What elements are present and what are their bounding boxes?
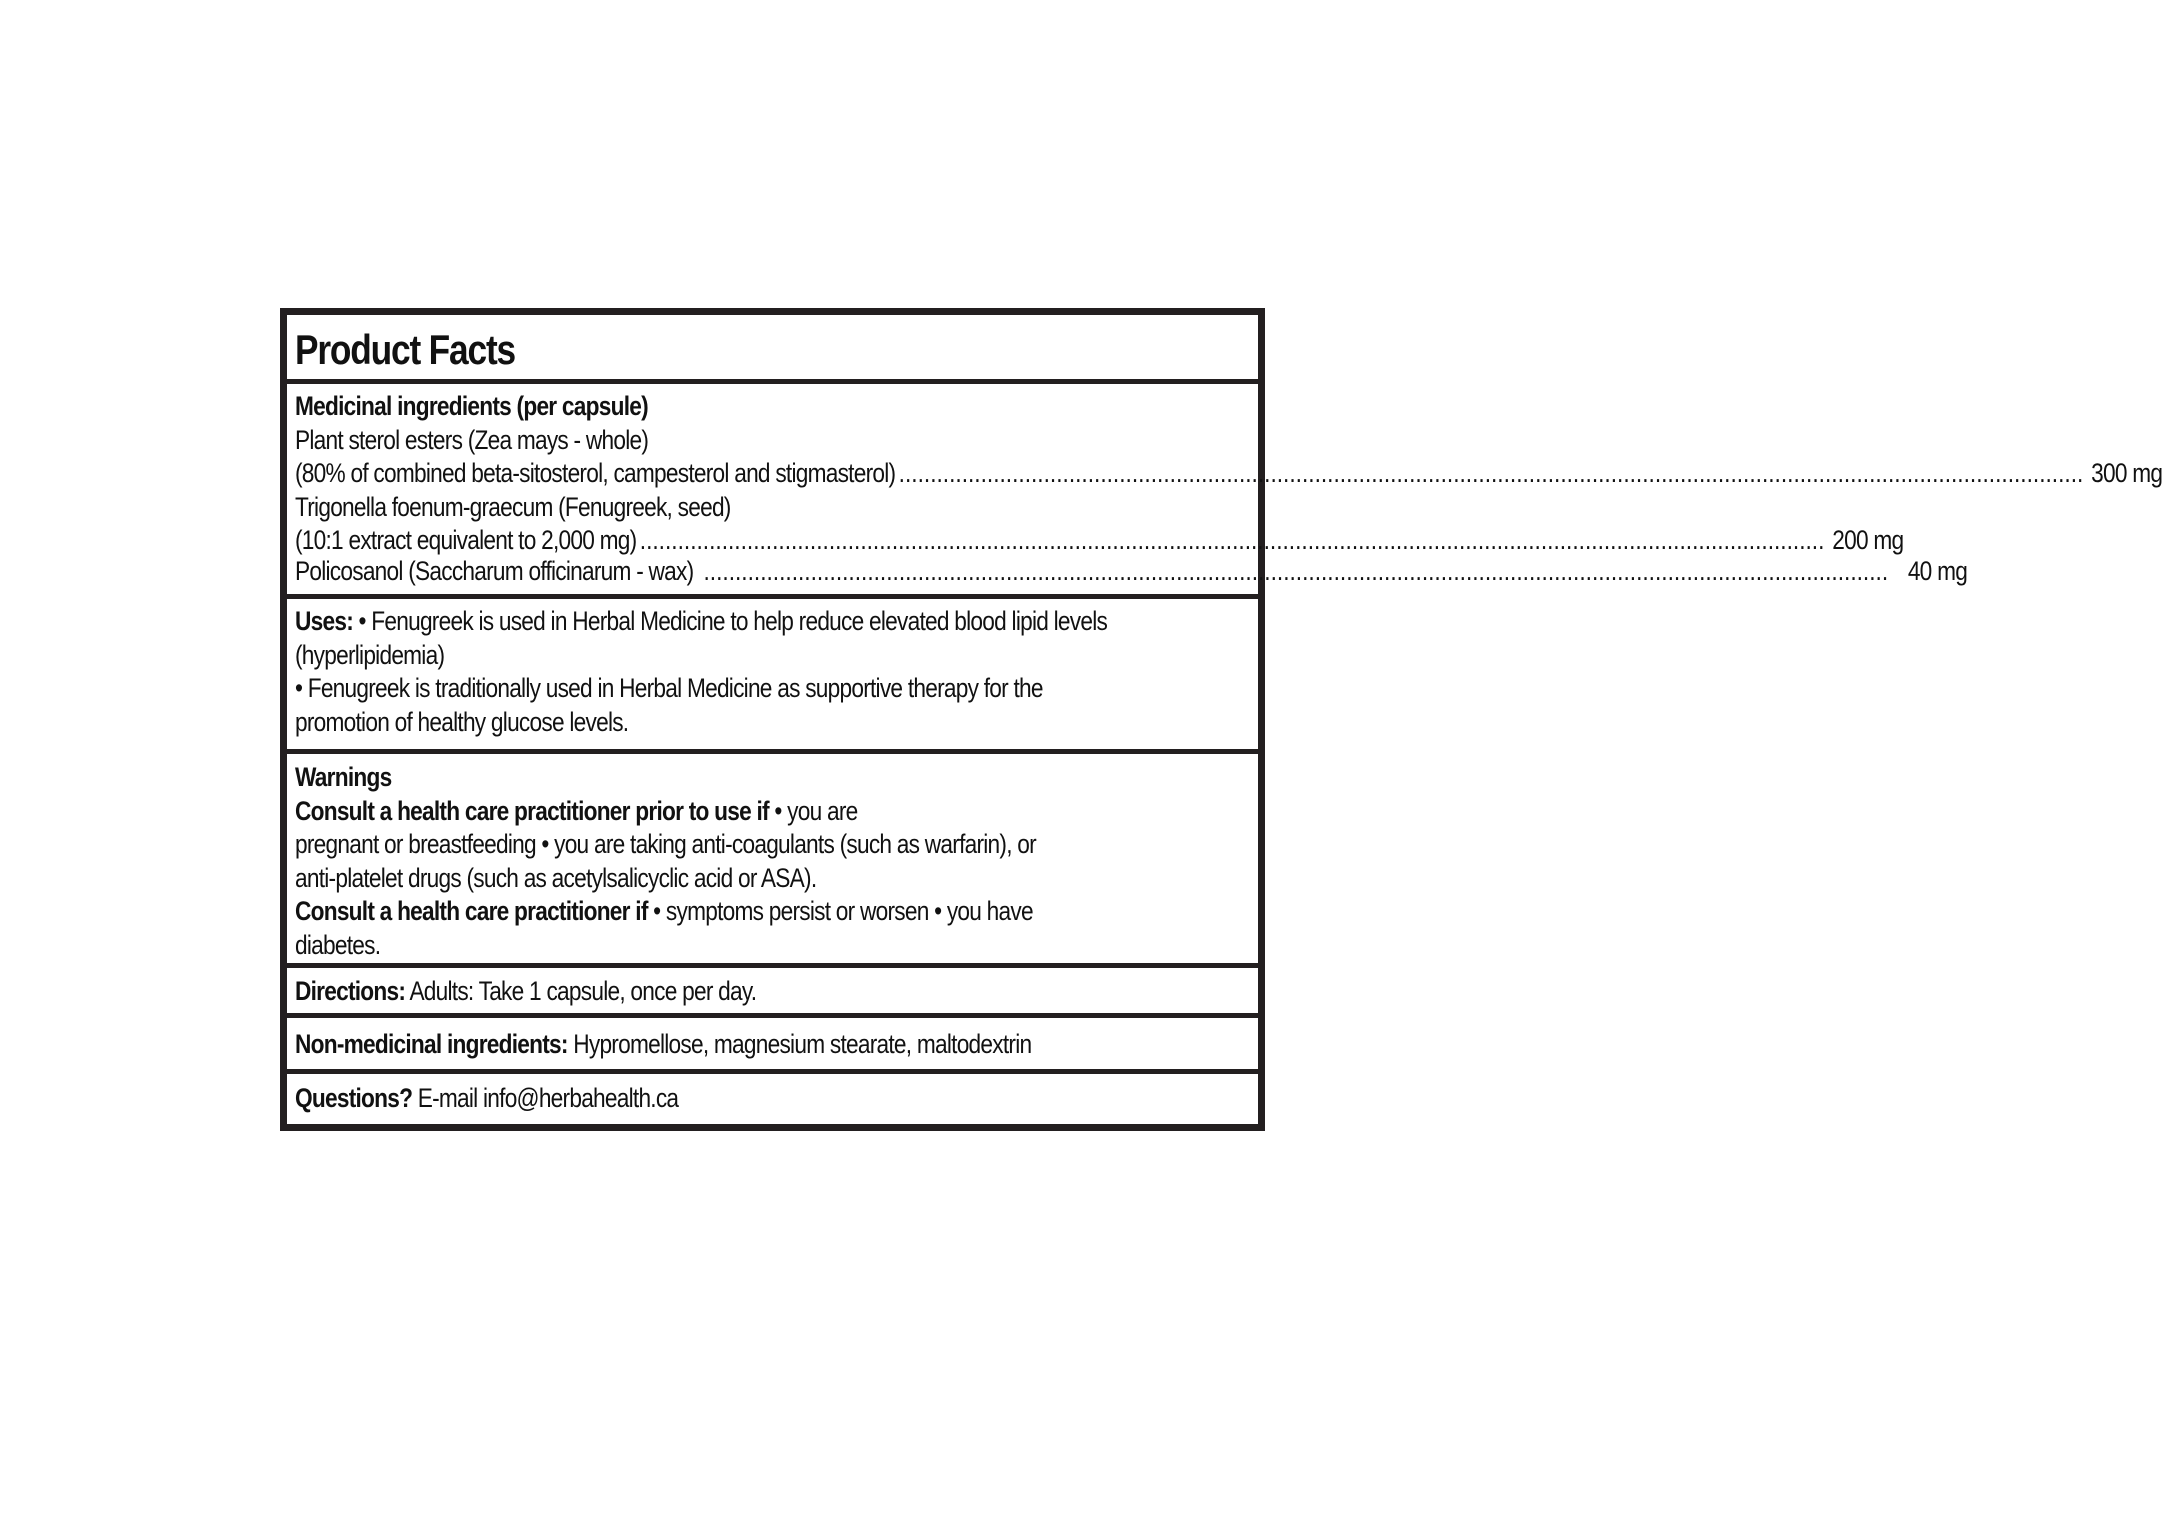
uses-line-3: • Fenugreek is traditionally used in Herbal Medicine as supportive therapy for the <box>295 673 1043 703</box>
ingredient-1-name: Plant sterol esters (Zea mays - whole) <box>295 424 649 455</box>
questions-label: Questions? <box>295 1083 413 1113</box>
warnings-line-5: diabetes. <box>295 929 381 960</box>
ingredient-2-amount: 200 mg <box>1832 525 1904 555</box>
product-facts-panel <box>280 308 2162 1131</box>
divider <box>287 1069 1258 1074</box>
ingredient-1-amount: 300 mg <box>2091 458 2162 488</box>
directions-text: Adults: Take 1 capsule, once per day. <box>405 976 757 1006</box>
ingredient-row <box>295 555 1968 589</box>
warnings-heading: Warnings <box>295 762 392 792</box>
divider <box>287 594 1258 599</box>
ingredient-3-amount: 40 mg <box>1907 555 1968 586</box>
uses-label: Uses: <box>295 606 353 636</box>
ingredient-2-row-wrap <box>295 524 1904 558</box>
uses-section <box>287 605 1258 739</box>
questions-section <box>287 1082 1258 1116</box>
warnings-line-3: anti-platelet drugs (such as acetylsalicyclic acid or ASA). <box>295 862 817 893</box>
warnings-section <box>287 761 1258 962</box>
divider <box>287 1013 1258 1018</box>
directions-label: Directions: <box>295 976 406 1006</box>
ingredient-2-name: Trigonella foenum-graecum (Fenugreek, seed) <box>295 491 731 522</box>
ingredient-row <box>295 457 2162 491</box>
uses-line-4: promotion of healthy glucose levels. <box>295 706 629 737</box>
ingredient-3-row-wrap <box>295 555 1968 589</box>
non-medicinal-text: Hypromellose, magnesium stearate, maltodextrin <box>567 1029 1032 1059</box>
uses-line-2: (hyperlipidemia) <box>295 639 445 670</box>
warnings-line-1: • you are <box>768 795 858 826</box>
ingredient-1-detail: (80% of combined beta-sitosterol, campesterol and stigmasterol) <box>295 458 896 488</box>
non-medicinal-label: Non-medicinal ingredients: <box>295 1029 568 1059</box>
ingredient-2-detail: (10:1 extract equivalent to 2,000 mg) <box>295 525 637 555</box>
non-medicinal-section <box>287 1028 1258 1062</box>
warnings-line-2: pregnant or breastfeeding • you are taking anti-coagulants (such as warfarin), or <box>295 829 1036 859</box>
medicinal-ingredients-section <box>287 390 2162 588</box>
consult-if-label: Consult a health care practitioner if <box>295 896 648 926</box>
consult-prior-label: Consult a health care practitioner prior to use if <box>295 795 769 826</box>
questions-contact: E-mail info@herbahealth.ca <box>412 1083 679 1113</box>
ingredient-3-name: Policosanol (Saccharum officinarum - wax) <box>295 555 694 586</box>
medicinal-heading: Medicinal ingredients (per capsule) <box>295 391 648 421</box>
uses-line-1: • Fenugreek is used in Herbal Medicine to help reduce elevated blood lipid levels <box>352 606 1108 636</box>
warnings-line-4: • symptoms persist or worsen • you have <box>647 896 1033 926</box>
title-section <box>287 325 1258 375</box>
directions-section <box>287 975 1258 1009</box>
dot-leader: ............................................................................................................................................................................................ <box>639 525 1825 555</box>
ingredient-row <box>295 524 1904 558</box>
ingredient-1-row-wrap <box>295 457 2162 491</box>
divider <box>287 749 1258 754</box>
divider <box>287 963 1258 968</box>
divider <box>287 379 1258 384</box>
panel-title: Product Facts <box>295 326 515 373</box>
dot-leader: ............................................................................................................................................................................................ <box>898 458 2084 488</box>
dot-leader: ............................................................................................................................................................................................ <box>703 555 1889 586</box>
